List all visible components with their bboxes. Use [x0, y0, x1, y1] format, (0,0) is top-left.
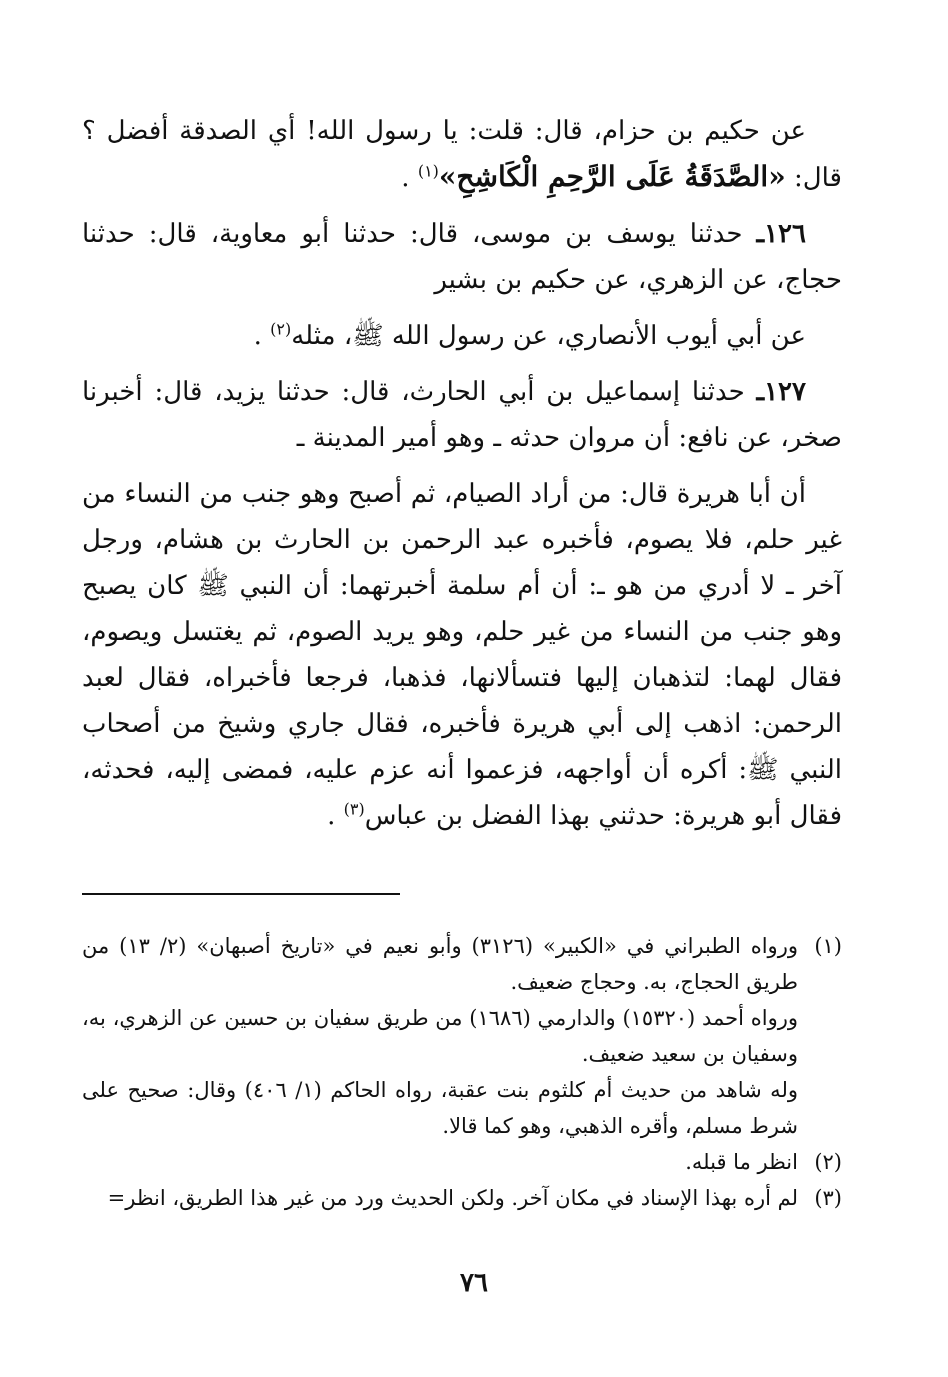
paragraph-end: .: [253, 321, 271, 351]
footnote-mark: (٢): [814, 1150, 842, 1174]
paragraph-abu-ayyub: [82, 313, 842, 359]
paragraph-abu-hurayra: [82, 471, 842, 839]
footnote-divider: [82, 893, 400, 895]
paragraph-text: أن أبا هريرة قال: من أراد الصيام، ثم أصبح وهو جنب من النساء من غير حلم، فلا يصوم، فأخبره عبد الرحمن بن الحارث بن هشام، ورجل آخر ـ لا أدري من هو ـ: أن أم سلمة أخبرتهما: أن النبي ﷺ كان يصبح وهو جنب من النساء من غير حلم، وهو يريد الصوم، ثم يغتسل ويصوم، فقال لهما: لتذهبان إليها فتسألانها، فذهبا، فرجعا فأخبراه، فقال لعبد الرحمن: اذهب إلى أبي هريرة فأخبره، فقال جاري وشيخ من أصحاب النبي ﷺ: أكره أن أواجهه، فزعموا أنه عزم عليه، فمضى إليه، فحدثه، فقال أبو هريرة: حدثني بهذا الفضل بن عباس: [82, 479, 842, 831]
hadith-126: [82, 211, 842, 303]
footnote-ref-2[interactable]: (٢): [270, 319, 292, 339]
hadith-number: ١٢٧ـ: [756, 377, 806, 407]
paragraph-hakim: [82, 108, 842, 201]
paragraph-text: عن أبي أيوب الأنصاري، عن رسول الله ﷺ، مثله: [291, 321, 806, 351]
paragraph-end: .: [327, 801, 344, 831]
footnote-body: [82, 1144, 798, 1180]
main-text: [82, 108, 842, 839]
footnote-line: وله شاهد من حديث أم كلثوم بنت عقبة، رواه الحاكم (١/ ٤٠٦) وقال: صحيح على شرط مسلم، وأقره الذهبي، وهو كما قالا.: [82, 1078, 798, 1138]
page-number: ٧٦: [460, 1268, 488, 1298]
footnote-body: [82, 1180, 798, 1216]
hadith-quote: «الصَّدَقَةُ عَلَى الرَّحِمِ الْكَاشِحِ»: [438, 160, 786, 193]
footnotes: [82, 928, 842, 1216]
footnote-body: [82, 928, 798, 1144]
paragraph-text: عن حكيم بن حزام، قال: قلت: يا رسول الله! أي الصدقة أفضل ؟ قال:: [82, 116, 842, 193]
footnote-mark: (١): [814, 934, 842, 958]
paragraph-end: .: [401, 163, 418, 193]
footnote-line: لم أره بهذا الإسناد في مكان آخر. ولكن الحديث ورد من غير هذا الطريق، انظر=: [107, 1186, 798, 1210]
hadith-isnad: حدثنا يوسف بن موسى، قال: حدثنا أبو معاوية، قال: حدثنا حجاج، عن الزهري، عن حكيم بن بشير: [82, 219, 842, 295]
footnote-line: ورواه أحمد (١٥٣٢٠) والدارمي (١٦٨٦) من طريق سفيان بن حسين عن الزهري، به، وسفيان بن سعيد ضعيف.: [82, 1006, 798, 1066]
footnote-ref-1[interactable]: (١): [417, 161, 439, 181]
footnote-ref-3[interactable]: (٣): [343, 799, 365, 819]
footnote-2: [82, 1144, 842, 1180]
footnote-1: [82, 928, 842, 1144]
footnote-3: [82, 1180, 842, 1216]
footnote-line: ورواه الطبراني في «الكبير» (٣١٢٦) وأبو نعيم في «تاريخ أصبهان» (٢/ ١٣) من طريق الحجاج، به. وحجاج ضعيف.: [82, 934, 798, 994]
hadith-127: [82, 369, 842, 461]
hadith-number: ١٢٦ـ: [756, 219, 806, 249]
footnote-line: انظر ما قبله.: [685, 1150, 798, 1174]
footnote-mark: (٣): [814, 1186, 842, 1210]
hadith-isnad: حدثنا إسماعيل بن أبي الحارث، قال: حدثنا يزيد، قال: أخبرنا صخر، عن نافع: أن مروان حدثه ـ وهو أمير المدينة ـ: [82, 377, 842, 453]
